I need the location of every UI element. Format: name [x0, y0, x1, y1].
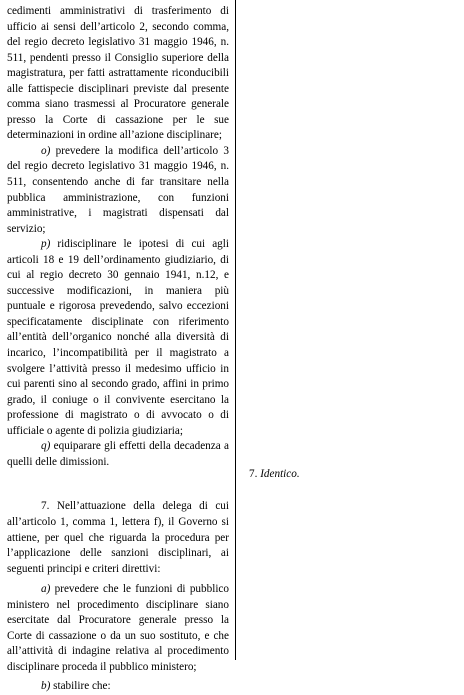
letter-b-text: stabilire che:: [50, 680, 111, 693]
left-column-text: [7, 4, 229, 695]
article-7-identico: Identico.: [260, 468, 300, 480]
letter-o-text: prevedere la modifica dell’articolo 3 del regio decreto legislativo 31 maggio 1946, n. 511, consentendo anche di far transitare nella pubblica amministrazione, con funzioni amministrative, i magistrati dispensati dal servizio;: [7, 144, 229, 235]
letter-p-text: ridisciplinare le ipotesi di cui agli articoli 18 e 19 dell’ordinamento giudiziario, di cui al regio decreto 30 gennaio 1941, n.12, e successive modificazioni, in maniera più puntuale e rigorosa prevedendo, salvo eccezioni specificatamente disciplinate con riferimento all’entità dell’organico nonché alla diversità di incarico, l’incompatibilità per il magistrato a svolgere l’attività presso il medesimo ufficio in cui parenti sino al secondo grado, affini in primo grado, il coniuge o il convivente esercitano la professione di magistrato o di avvocato o di ufficiale o agente di polizia giudiziaria;: [7, 238, 229, 437]
paragraph-p: [7, 237, 229, 439]
paragraph-o: [7, 144, 229, 237]
letter-b-marker: b): [41, 680, 51, 693]
letter-a-marker: a): [41, 583, 51, 596]
letter-q-marker: q): [41, 440, 51, 453]
article-7-number: 7.: [249, 468, 261, 480]
paragraph-q: [7, 439, 229, 470]
right-column-text: [249, 467, 449, 483]
paragraph-intro: cedimenti amministrativi di trasferimento di ufficio ai sensi dell’articolo 2, secondo comma, del regio decreto legislativo 31 maggio 1946, n. 511, pendenti presso il Consiglio superiore della magistratura, per fatti astrattamente riconducibili alle fattispecie disciplinari previste dal presente comma siano trasmessi al Procuratore generale presso la Corte di cassazione per le sue determinazioni in ordine all’azione disciplinare;: [7, 5, 229, 142]
paragraph-a: [7, 582, 229, 675]
article-7-lead: 7. Nell’attuazione della delega di cui all’articolo 1, comma 1, lettera f), il Governo si attiene, per quel che riguarda la procedura per l’applicazione delle sanzioni disciplinari, ai seguenti principi e criteri direttivi:: [7, 500, 229, 575]
letter-a-text: prevedere che le funzioni di pubblico ministero nel procedimento disciplinare siano esercitate dal Procuratore generale presso la Corte di cassazione o da un suo sostituto, e che all’attività di indagine relativa al procedimento disciplinare proceda il pubblico ministero;: [7, 583, 229, 673]
letter-q-text: equiparare gli effetti della decadenza a quelli delle dimissioni.: [7, 440, 229, 468]
letter-o-marker: o): [41, 144, 51, 157]
article-7-amendment: [249, 467, 449, 483]
paragraph-b: [7, 679, 229, 695]
column-divider: [235, 0, 236, 660]
letter-p-marker: p): [41, 238, 51, 251]
section-gap: [7, 470, 229, 499]
